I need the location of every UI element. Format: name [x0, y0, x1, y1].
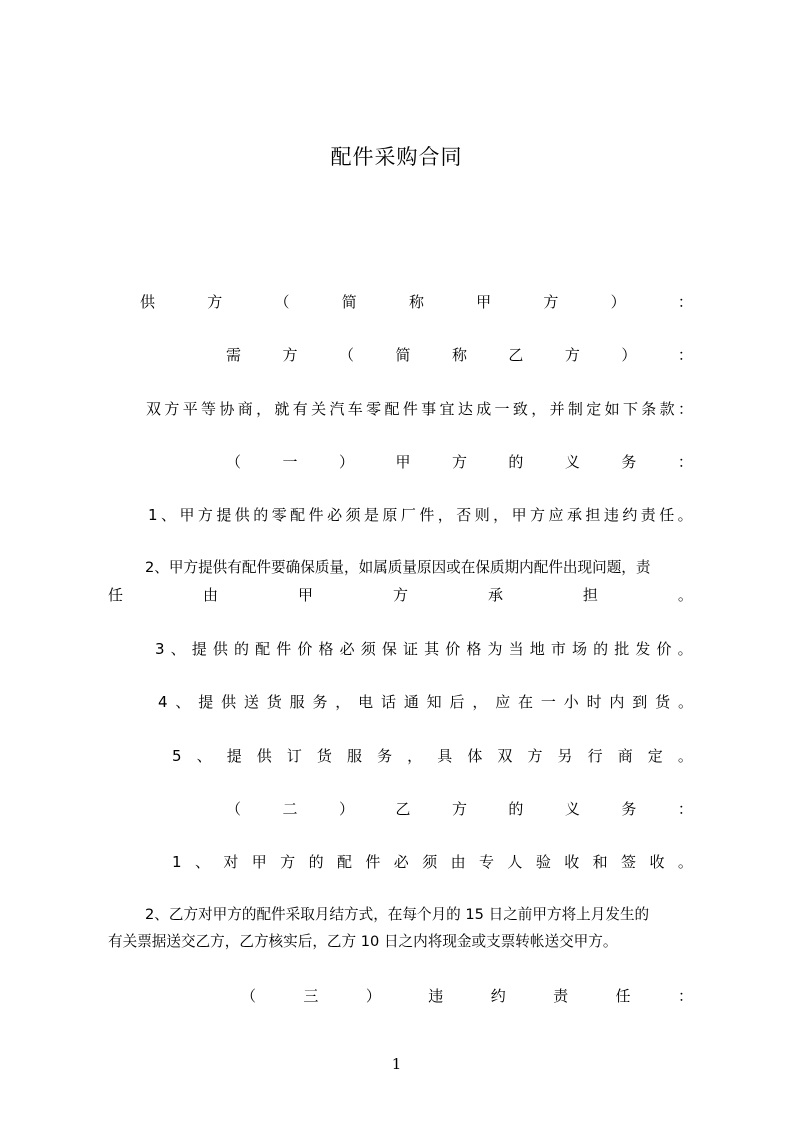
text-char: 方: [164, 400, 180, 418]
text-char: 务: [312, 693, 328, 711]
section1-item3: [155, 639, 693, 659]
text-char: 的: [308, 853, 324, 871]
text-char: 达: [457, 400, 473, 418]
text-char: 配: [336, 853, 352, 871]
text-char: 违: [428, 987, 444, 1005]
text-char: 格: [466, 640, 482, 658]
text-char: 应: [548, 506, 564, 524]
text-char: 在: [518, 693, 534, 711]
section2-heading: [226, 799, 693, 819]
text-char: 。: [677, 586, 693, 604]
text-char: 供: [234, 506, 250, 524]
text-char: 为: [487, 640, 503, 658]
text-char: 发: [635, 640, 651, 658]
text-char: ：: [677, 987, 693, 1005]
text-char: 应: [495, 693, 511, 711]
text-char: ：: [677, 800, 693, 818]
text-char: 的: [593, 640, 609, 658]
section3-heading: [241, 986, 693, 1006]
text-char: 双: [146, 400, 162, 418]
text-char: （: [274, 293, 290, 311]
section2-item2-line2: 有关票据送交乙方，乙方核实后，乙方 10 日之内将现金或支票转帐送交甲方。: [108, 933, 618, 950]
section2-item1: [172, 852, 693, 872]
text-char: 协: [219, 400, 235, 418]
text-char: 由: [202, 586, 218, 604]
text-char: 车: [347, 400, 363, 418]
text-char: ，: [335, 693, 351, 711]
text-char: 事: [421, 400, 437, 418]
text-char: 定: [586, 400, 602, 418]
text-char: 格: [318, 640, 334, 658]
text-char: 任: [615, 987, 631, 1005]
intro-paragraph: [146, 399, 693, 419]
text-char: 方: [543, 293, 559, 311]
text-char: 货: [316, 747, 332, 765]
text-char: 甲: [395, 453, 411, 471]
text-char: 方: [207, 293, 223, 311]
text-char: 必: [393, 853, 409, 871]
text-char: 就: [274, 400, 290, 418]
text-char: 必: [339, 640, 355, 658]
text-char: ，: [493, 506, 509, 524]
text-char: 收: [564, 853, 580, 871]
text-char: 行: [587, 747, 603, 765]
text-char: ：: [677, 346, 693, 364]
text-char: 一: [282, 453, 298, 471]
text-char: 甲: [297, 586, 313, 604]
text-char: 件: [365, 853, 381, 871]
section1-item2-line1: 2、甲方提供有配件要确保质量，如属质量原因或在保质期内配件出现问题，责: [145, 559, 651, 576]
text-char: 货: [266, 693, 282, 711]
text-char: 需: [226, 346, 242, 364]
text-char: 的: [234, 640, 250, 658]
text-char: 送: [243, 693, 259, 711]
text-char: 货: [655, 693, 671, 711]
text-char: （: [226, 453, 242, 471]
text-char: 甲: [511, 506, 527, 524]
text-char: 到: [632, 693, 648, 711]
text-char: 宜: [439, 400, 455, 418]
text-char: 等: [201, 400, 217, 418]
text-char: ：: [677, 293, 693, 311]
text-char: 验: [535, 853, 551, 871]
text-char: ，: [472, 693, 488, 711]
text-char: 承: [487, 586, 503, 604]
text-char: 、: [170, 640, 186, 658]
text-char: 如: [604, 400, 620, 418]
text-char: 场: [572, 640, 588, 658]
text-char: ：: [677, 400, 693, 418]
text-char: 收: [649, 853, 665, 871]
text-char: 成: [476, 400, 492, 418]
text-char: 、: [175, 693, 191, 711]
text-char: 内: [609, 693, 625, 711]
text-char: 违: [603, 506, 619, 524]
section1-item4: [158, 692, 693, 712]
text-char: 。: [677, 747, 693, 765]
text-char: 则: [474, 506, 490, 524]
text-char: ：: [677, 453, 693, 471]
text-char: 商: [617, 747, 633, 765]
text-char: 方: [197, 506, 213, 524]
text-char: 。: [677, 506, 693, 524]
text-char: 平: [182, 400, 198, 418]
text-char: 关: [311, 400, 327, 418]
text-char: 零: [366, 400, 382, 418]
text-char: 服: [347, 747, 363, 765]
text-char: 务: [621, 453, 637, 471]
text-char: 人: [507, 853, 523, 871]
text-char: 证: [403, 640, 419, 658]
text-char: 商: [237, 400, 253, 418]
text-char: 配: [255, 640, 271, 658]
text-char: 件: [276, 640, 292, 658]
text-char: ）: [338, 800, 354, 818]
text-char: 小: [563, 693, 579, 711]
text-char: 的: [253, 506, 269, 524]
text-char: 。: [677, 853, 693, 871]
text-char: 汽: [329, 400, 345, 418]
text-char: 批: [614, 640, 630, 658]
text-char: 其: [424, 640, 440, 658]
text-char: 电: [358, 693, 374, 711]
text-char: 服: [289, 693, 305, 711]
text-char: ，: [531, 400, 547, 418]
text-char: 制: [567, 400, 583, 418]
text-char: 须: [360, 640, 376, 658]
buyer-line: [226, 345, 693, 365]
text-char: 方: [451, 453, 467, 471]
text-char: 配: [384, 400, 400, 418]
text-char: 价: [445, 640, 461, 658]
text-char: 价: [656, 640, 672, 658]
text-char: 地: [529, 640, 545, 658]
text-char: 专: [479, 853, 495, 871]
text-char: 对: [223, 853, 239, 871]
text-char: 知: [426, 693, 442, 711]
text-char: 是: [363, 506, 379, 524]
text-char: 甲: [179, 506, 195, 524]
text-char: 称: [451, 346, 467, 364]
text-char: 约: [622, 506, 638, 524]
text-char: 方: [527, 747, 543, 765]
text-char: 厂: [400, 506, 416, 524]
text-char: 。: [677, 640, 693, 658]
text-char: 责: [640, 506, 656, 524]
text-char: 零: [271, 506, 287, 524]
text-char: 须: [422, 853, 438, 871]
text-char: 定: [647, 747, 663, 765]
text-char: 签: [621, 853, 637, 871]
text-char: ）: [621, 346, 637, 364]
text-char: （: [338, 346, 354, 364]
text-char: 具: [437, 747, 453, 765]
text-char: 原: [382, 506, 398, 524]
supplier-line: [140, 292, 693, 312]
text-char: 甲: [476, 293, 492, 311]
text-char: 1: [172, 853, 182, 871]
text-char: 必: [327, 506, 343, 524]
text-char: 下: [622, 400, 638, 418]
text-char: 务: [621, 800, 637, 818]
text-char: 。: [677, 693, 693, 711]
text-char: 件: [402, 400, 418, 418]
text-char: ，: [256, 400, 272, 418]
page-number: 1: [391, 1055, 402, 1073]
text-char: ，: [437, 506, 453, 524]
text-char: 须: [345, 506, 361, 524]
text-char: 担: [582, 586, 598, 604]
text-char: 供: [140, 293, 156, 311]
page-title: 配件采购合同: [330, 145, 463, 169]
text-char: 承: [566, 506, 582, 524]
text-char: 后: [449, 693, 465, 711]
text-char: 价: [297, 640, 313, 658]
text-char: 条: [641, 400, 657, 418]
text-char: 供: [256, 747, 272, 765]
text-char: 方: [282, 346, 298, 364]
text-char: 乙: [508, 346, 524, 364]
text-char: ）: [610, 293, 626, 311]
text-char: 通: [403, 693, 419, 711]
text-char: ）: [365, 987, 381, 1005]
text-char: （: [241, 987, 257, 1005]
text-char: 有: [292, 400, 308, 418]
text-char: 保: [381, 640, 397, 658]
text-char: 的: [508, 800, 524, 818]
text-char: 3: [155, 640, 165, 658]
text-char: 致: [512, 400, 528, 418]
text-char: 提: [216, 506, 232, 524]
text-char: 话: [380, 693, 396, 711]
text-char: 约: [490, 987, 506, 1005]
text-char: 任: [108, 586, 124, 604]
text-char: 担: [585, 506, 601, 524]
text-char: 方: [564, 346, 580, 364]
text-char: 任: [659, 506, 675, 524]
text-char: 甲: [251, 853, 267, 871]
text-char: 供: [221, 693, 237, 711]
text-char: 一: [540, 693, 556, 711]
text-char: 件: [308, 506, 324, 524]
section1-item1: [148, 505, 693, 525]
text-char: 乙: [395, 800, 411, 818]
text-char: 双: [497, 747, 513, 765]
text-char: ）: [338, 453, 354, 471]
text-char: 三: [303, 987, 319, 1005]
text-char: 提: [198, 693, 214, 711]
text-char: 并: [549, 400, 565, 418]
text-char: 义: [564, 800, 580, 818]
text-char: 供: [212, 640, 228, 658]
text-char: 由: [450, 853, 466, 871]
text-char: 称: [408, 293, 424, 311]
section2-item2-line1: 2、乙方对甲方的配件采取月结方式，在每个月的 15 日之前甲方将上月发生的: [145, 906, 650, 923]
text-char: 提: [191, 640, 207, 658]
text-char: ，: [407, 747, 423, 765]
text-char: 简: [395, 346, 411, 364]
text-char: 义: [564, 453, 580, 471]
text-char: 、: [160, 506, 176, 524]
text-char: 时: [586, 693, 602, 711]
text-char: 方: [280, 853, 296, 871]
text-char: 件: [419, 506, 435, 524]
text-char: （: [226, 800, 242, 818]
text-char: 市: [550, 640, 566, 658]
text-char: 配: [290, 506, 306, 524]
text-char: 、: [194, 853, 210, 871]
text-char: 订: [286, 747, 302, 765]
text-char: 另: [557, 747, 573, 765]
text-char: 5: [172, 747, 182, 765]
text-char: 二: [282, 800, 298, 818]
text-char: 务: [377, 747, 393, 765]
text-char: 4: [158, 693, 168, 711]
text-char: 的: [508, 453, 524, 471]
text-char: 1: [148, 506, 158, 524]
text-char: 提: [226, 747, 242, 765]
text-char: 、: [196, 747, 212, 765]
section1-item5: [172, 746, 693, 766]
text-char: 一: [494, 400, 510, 418]
section1-item2-line2: [108, 585, 693, 605]
text-char: 方: [530, 506, 546, 524]
text-char: 否: [456, 506, 472, 524]
text-char: 简: [341, 293, 357, 311]
text-char: 和: [592, 853, 608, 871]
text-char: 责: [553, 987, 569, 1005]
text-char: 体: [467, 747, 483, 765]
text-char: 方: [392, 586, 408, 604]
text-char: 方: [451, 800, 467, 818]
text-char: 款: [659, 400, 675, 418]
text-char: 当: [508, 640, 524, 658]
section1-heading: [226, 452, 693, 472]
